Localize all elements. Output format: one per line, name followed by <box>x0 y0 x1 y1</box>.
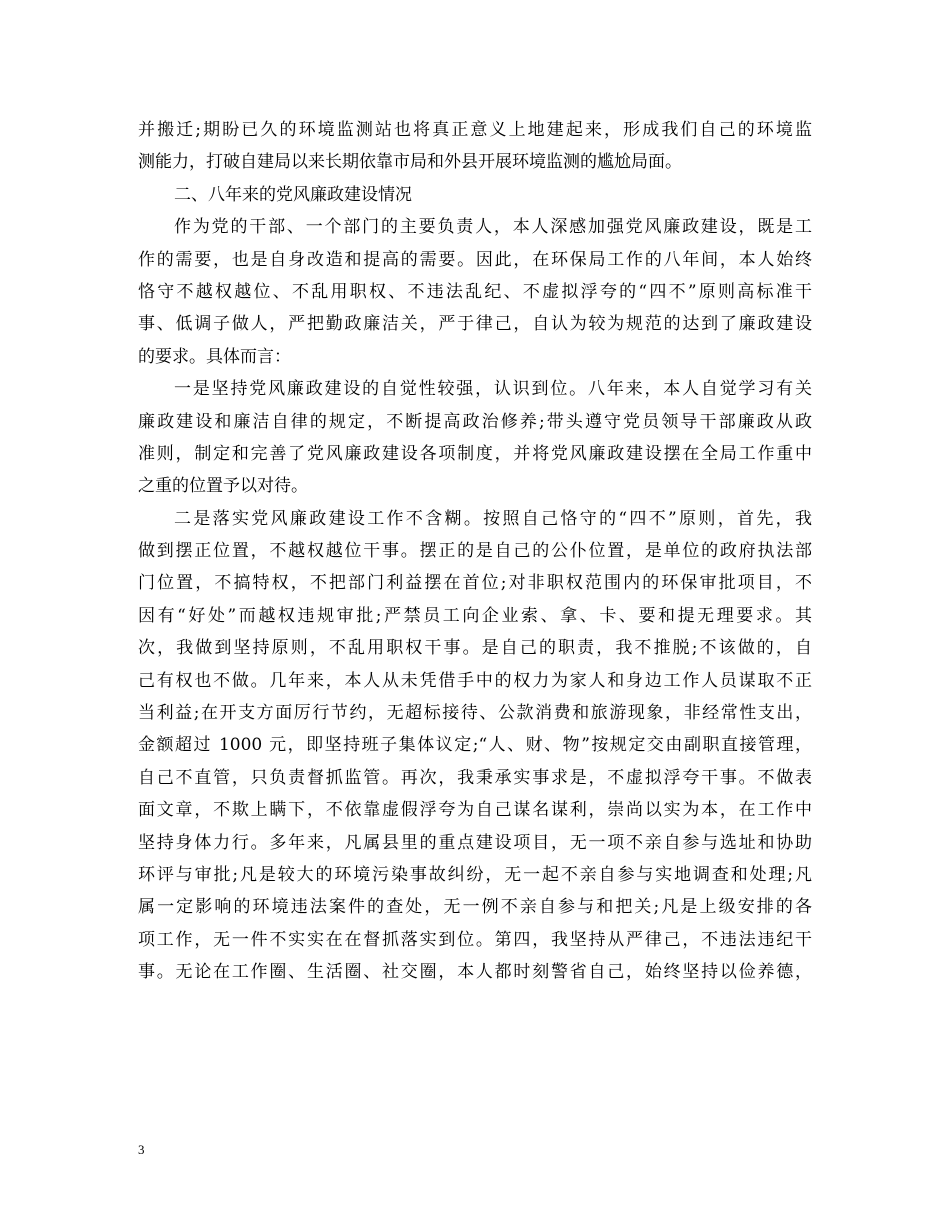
section-heading: 二、八年来的党风廉政建设情况 <box>174 184 412 205</box>
text-line: 门位置，不搞特权，不把部门利益摆在首位;对非职权范围内的环保审批项目，不 <box>138 573 812 594</box>
text-line: 并搬迁;期盼已久的环境监测站也将真正意义上地建起来，形成我们自己的环境监 <box>138 120 812 140</box>
text-line: 恪守不越权越位、不乱用职权、不违法乱纪、不虚拟浮夸的“四不”原则高标准干 <box>138 281 812 302</box>
text-line: 项工作，无一件不实实在在督抓落实到位。第四，我坚持从严律己，不违法违纪干 <box>138 929 812 950</box>
text-line: 的要求。具体而言： <box>138 346 291 367</box>
text-line: 因有“好处”而越权违规审批;严禁员工向企业索、拿、卡、要和提无理要求。其 <box>138 605 812 626</box>
text-line: 准则，制定和完善了党风廉政建设各项制度，并将党风廉政建设摆在全局工作重中 <box>138 443 812 464</box>
text-line: 一是坚持党风廉政建设的自觉性较强，认识到位。八年来，本人自觉学习有关 <box>174 379 812 400</box>
text-line: 属一定影响的环境违法案件的查处，无一例不亲自参与和把关;凡是上级安排的各 <box>138 897 812 918</box>
text-line: 金额超过 1000 元，即坚持班子集体议定;“人、财、物”按规定交由副职直接管理， <box>138 735 812 756</box>
text-line: 面文章，不欺上瞒下，不依靠虚假浮夸为自己谋名谋利，崇尚以实为本，在工作中 <box>138 800 812 821</box>
text-line: 次，我做到坚持原则，不乱用职权干事。是自己的职责，我不推脱;不该做的，自 <box>138 638 812 659</box>
text-line: 二是落实党风廉政建设工作不含糊。按照自己恪守的“四不”原则，首先，我 <box>174 508 812 529</box>
text-line: 事。无论在工作圈、生活圈、社交圈，本人都时刻警省自己，始终坚持以俭养德， <box>138 962 812 983</box>
text-line: 作为党的干部、一个部门的主要负责人，本人深感加强党风廉政建设，既是工 <box>174 217 812 238</box>
text-line: 事、低调子做人，严把勤政廉洁关，严于律己，自认为较为规范的达到了廉政建设 <box>138 314 812 335</box>
text-line: 环评与审批;凡是较大的环境污染事故纠纷，无一起不亲自参与实地调查和处理;凡 <box>138 864 812 885</box>
text-line: 坚持身体力行。多年来，凡属县里的重点建设项目，无一项不亲自参与选址和协助 <box>138 832 812 853</box>
text-line: 测能力，打破自建局以来长期依靠市局和外县开展环境监测的尴尬局面。 <box>138 152 682 173</box>
text-line: 己有权也不做。几年来，本人从未凭借手中的权力为家人和身边工作人员谋取不正 <box>138 670 812 691</box>
text-line: 当利益;在开支方面厉行节约，无超标接待、公款消费和旅游现象，非经常性支出， <box>138 703 812 724</box>
page-number: 3 <box>138 1142 145 1157</box>
text-line: 作的需要，也是自身改造和提高的需要。因此，在环保局工作的八年间，本人始终 <box>138 249 812 270</box>
text-line: 廉政建设和廉洁自律的规定，不断提高政治修养;带头遵守党员领导干部廉政从政 <box>138 411 812 432</box>
body-text <box>138 114 812 989</box>
text-line: 自己不直管，只负责督抓监管。再次，我秉承实事求是，不虚拟浮夸干事。不做表 <box>138 767 812 788</box>
text-line: 之重的位置予以对待。 <box>138 476 308 497</box>
text-line: 做到摆正位置，不越权越位干事。摆正的是自己的公仆位置，是单位的政府执法部 <box>138 541 812 562</box>
